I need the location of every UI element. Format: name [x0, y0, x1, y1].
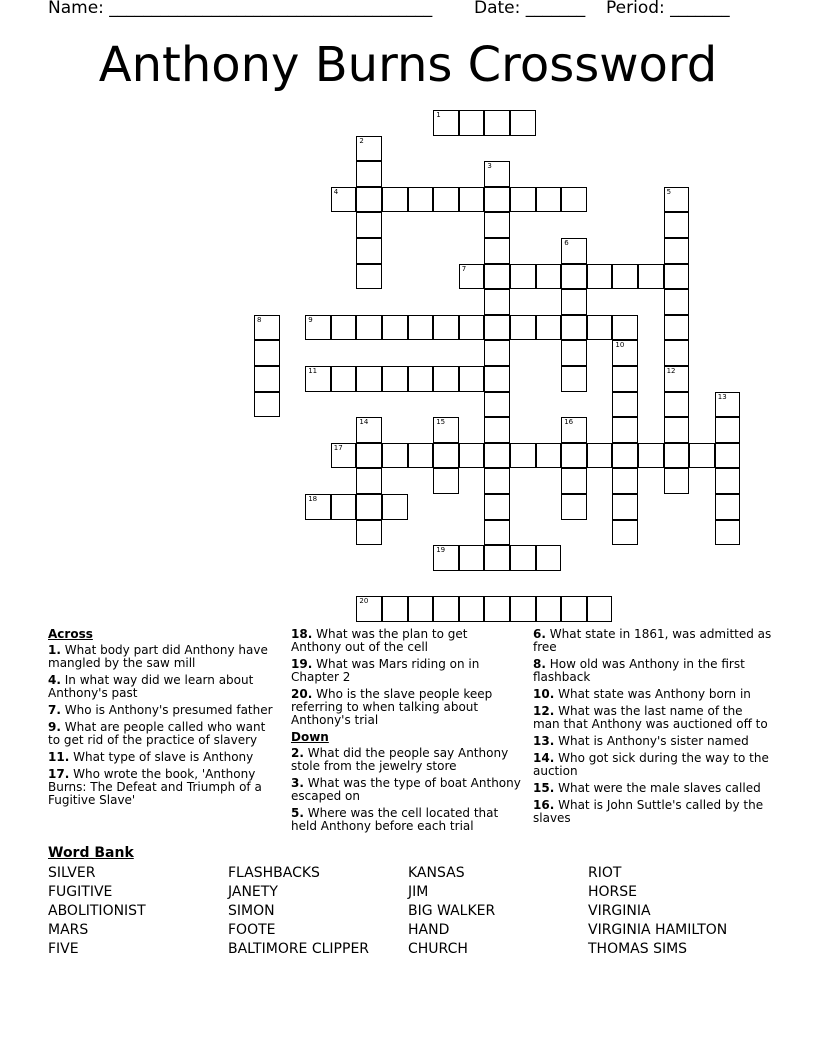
crossword-cell[interactable] [484, 340, 510, 366]
clue-down-8: 8. How old was Anthony in the first flashback [533, 657, 745, 684]
clues-column-1 [48, 628, 273, 811]
clue-number: 15 [436, 418, 446, 427]
crossword-cell[interactable] [612, 443, 638, 469]
crossword-cell[interactable] [484, 468, 510, 494]
crossword-cell[interactable] [356, 187, 382, 213]
clue-number: 2 [359, 136, 364, 145]
crossword-cell[interactable] [254, 315, 280, 341]
clue-across-17: 17. Who wrote the book, 'Anthony Burns: The Defeat and Triumph of a Fugitive Slave' [48, 767, 262, 807]
clue-number: 16 [564, 418, 574, 427]
crossword-cell[interactable] [484, 520, 510, 546]
word-bank-entry: VIRGINIA [588, 903, 651, 919]
crossword-cell[interactable] [715, 417, 741, 443]
crossword-cell[interactable] [484, 417, 510, 443]
crossword-cell[interactable] [510, 443, 536, 469]
crossword-cell[interactable] [356, 596, 382, 622]
crossword-cell[interactable] [715, 520, 741, 546]
crossword-cell[interactable] [331, 315, 357, 341]
crossword-cell[interactable] [561, 315, 587, 341]
crossword-cell[interactable] [356, 212, 382, 238]
word-bank-entry: FIVE [48, 941, 79, 957]
crossword-cell[interactable] [510, 110, 536, 136]
crossword-cell[interactable] [408, 443, 434, 469]
crossword-cell[interactable] [510, 545, 536, 571]
word-bank-entry: RIOT [588, 865, 622, 881]
clue-number: 8 [257, 315, 262, 324]
crossword-cell[interactable] [484, 238, 510, 264]
crossword-cell[interactable] [510, 264, 536, 290]
crossword-cell[interactable] [433, 315, 459, 341]
down-heading: Down [291, 730, 329, 744]
crossword-cell[interactable] [408, 187, 434, 213]
crossword-cell[interactable] [433, 596, 459, 622]
crossword-cell[interactable] [254, 392, 280, 418]
clue-down-12: 12. What was the last name of the man that Anthony was auctioned off to [533, 704, 768, 731]
crossword-cell[interactable] [715, 443, 741, 469]
crossword-cell[interactable] [612, 315, 638, 341]
crossword-cell[interactable] [587, 443, 613, 469]
crossword-cell[interactable] [356, 161, 382, 187]
word-bank-entry: HAND [408, 922, 450, 938]
word-bank-column-1 [48, 864, 146, 959]
crossword-cell[interactable] [612, 392, 638, 418]
crossword-cell[interactable] [484, 392, 510, 418]
crossword-cell[interactable] [536, 596, 562, 622]
crossword-cell[interactable] [408, 315, 434, 341]
crossword-cell[interactable] [510, 315, 536, 341]
crossword-cell[interactable] [356, 315, 382, 341]
crossword-cell[interactable] [254, 366, 280, 392]
crossword-cell[interactable] [612, 264, 638, 290]
crossword-cell[interactable] [459, 545, 485, 571]
clue-number: 1 [436, 111, 441, 119]
crossword-cell[interactable] [331, 187, 357, 213]
crossword-cell[interactable] [664, 264, 690, 290]
crossword-cell[interactable] [612, 366, 638, 392]
word-bank-entry: SIMON [228, 903, 275, 919]
word-bank-column-3 [408, 864, 495, 959]
clue-number: 12 [666, 367, 676, 375]
crossword-cell[interactable] [433, 468, 459, 494]
crossword-cell[interactable] [433, 366, 459, 392]
clue-down-6: 6. What state in 1861, was admitted as free [533, 627, 772, 654]
word-bank-entry: BIG WALKER [408, 903, 496, 919]
clue-across-20: 20. Who is the slave people keep referring to when talking about Anthony's trial [291, 687, 493, 727]
word-bank-entry: JANETY [228, 884, 278, 900]
period-field[interactable]: Period: _______ [606, 0, 730, 18]
crossword-cell[interactable] [382, 596, 408, 622]
crossword-cell[interactable] [484, 596, 510, 622]
word-bank-entry: FUGITIVE [48, 884, 113, 900]
crossword-cell[interactable] [664, 468, 690, 494]
crossword-cell[interactable] [561, 187, 587, 213]
crossword-cell[interactable] [382, 315, 408, 341]
crossword-cell[interactable] [408, 366, 434, 392]
crossword-cell[interactable] [561, 417, 587, 443]
crossword-cell[interactable] [664, 238, 690, 264]
word-bank-entry: CHURCH [408, 941, 468, 957]
crossword-cell[interactable] [382, 187, 408, 213]
crossword-cell[interactable] [536, 187, 562, 213]
clue-across-7: 7. Who is Anthony's presumed father [48, 703, 273, 717]
word-bank-entry: FOOTE [228, 922, 276, 938]
crossword-cell[interactable] [356, 520, 382, 546]
crossword-cell[interactable] [536, 264, 562, 290]
clue-down-2: 2. What did the people say Anthony stole from the jewelry store [291, 746, 509, 773]
crossword-cell[interactable] [331, 443, 357, 469]
clue-number: 10 [615, 341, 625, 350]
crossword-cell[interactable] [459, 596, 485, 622]
across-heading: Across [48, 627, 93, 641]
crossword-cell[interactable] [484, 366, 510, 392]
clue-number: 5 [666, 187, 672, 196]
clue-down-15: 15. What were the male slaves called [533, 781, 761, 795]
crossword-cell[interactable] [612, 520, 638, 546]
crossword-cell[interactable] [689, 443, 715, 469]
crossword-cell[interactable] [356, 494, 382, 520]
clue-across-11: 11. What type of slave is Anthony [48, 750, 254, 764]
crossword-cell[interactable] [638, 443, 664, 469]
crossword-cell[interactable] [664, 417, 690, 443]
crossword-cell[interactable] [459, 443, 485, 469]
crossword-cell[interactable] [484, 289, 510, 315]
crossword-cell[interactable] [664, 392, 690, 418]
clue-across-4: 4. In what way did we learn about Anthony's past [48, 673, 254, 700]
crossword-cell[interactable] [561, 264, 587, 290]
crossword-cell[interactable] [715, 468, 741, 494]
clue-number: 3 [487, 162, 492, 171]
crossword-cell[interactable] [484, 110, 510, 136]
word-bank-entry: BALTIMORE CLIPPER [228, 941, 370, 957]
clue-number: 17 [333, 443, 343, 452]
clue-down-13: 13. What is Anthony's sister named [533, 734, 749, 748]
crossword-cell[interactable] [382, 494, 408, 520]
crossword-cell[interactable] [664, 443, 690, 469]
crossword-cell[interactable] [587, 596, 613, 622]
crossword-cell[interactable] [305, 366, 331, 392]
crossword-cell[interactable] [484, 212, 510, 238]
word-bank-entry: MARS [48, 922, 89, 938]
crossword-cell[interactable] [433, 545, 459, 571]
crossword-cell[interactable] [356, 238, 382, 264]
clue-down-5: 5. Where was the cell located that held Anthony before each trial [291, 806, 499, 833]
word-bank-column-2 [228, 864, 369, 959]
crossword-cell[interactable] [356, 417, 382, 443]
crossword-cell[interactable] [561, 494, 587, 520]
word-bank-entry: THOMAS SIMS [588, 941, 688, 957]
crossword-cell[interactable] [433, 187, 459, 213]
crossword-cell[interactable] [536, 545, 562, 571]
crossword-cell[interactable] [664, 187, 690, 213]
crossword-cell[interactable] [587, 315, 613, 341]
crossword-cell[interactable] [484, 443, 510, 469]
crossword-cell[interactable] [612, 468, 638, 494]
crossword-cell[interactable] [484, 187, 510, 213]
crossword-cell[interactable] [664, 340, 690, 366]
clue-down-10: 10. What state was Anthony born in [533, 687, 751, 701]
clue-down-14: 14. Who got sick during the way to the auction [533, 751, 769, 778]
crossword-cell[interactable] [561, 596, 587, 622]
crossword-cell[interactable] [331, 494, 357, 520]
name-field[interactable]: Name: ______________________________________ [48, 0, 433, 18]
crossword-cell[interactable] [305, 494, 331, 520]
crossword-cell[interactable] [561, 468, 587, 494]
clue-down-3: 3. What was the type of boat Anthony escaped on [291, 776, 521, 803]
crossword-cell[interactable] [356, 366, 382, 392]
clues-column-2 [291, 628, 521, 837]
crossword-cell[interactable] [433, 110, 459, 136]
crossword-cell[interactable] [484, 264, 510, 290]
clue-across-19: 19. What was Mars riding on in Chapter 2 [291, 657, 480, 684]
crossword-cell[interactable] [459, 366, 485, 392]
word-bank-entry: VIRGINIA HAMILTON [588, 922, 728, 938]
crossword-cell[interactable] [356, 443, 382, 469]
crossword-cell[interactable] [484, 315, 510, 341]
crossword-cell[interactable] [715, 392, 741, 418]
word-bank-entry: HORSE [588, 884, 638, 900]
crossword-cell[interactable] [510, 187, 536, 213]
crossword-cell[interactable] [459, 315, 485, 341]
crossword-cell[interactable] [612, 340, 638, 366]
crossword-cell[interactable] [484, 494, 510, 520]
clue-number: 19 [436, 546, 446, 555]
clue-number: 14 [359, 418, 369, 427]
crossword-cell[interactable] [612, 417, 638, 443]
clue-across-9: 9. What are people called who want to get rid of the practice of slavery [48, 720, 266, 747]
crossword-cell[interactable] [536, 443, 562, 469]
crossword-cell[interactable] [561, 289, 587, 315]
crossword-cell[interactable] [433, 443, 459, 469]
clue-across-1: 1. What body part did Anthony have mangled by the saw mill [48, 643, 268, 670]
clue-down-16: 16. What is John Suttle's called by the slaves [533, 798, 764, 825]
crossword-cell[interactable] [459, 110, 485, 136]
crossword-cell[interactable] [484, 545, 510, 571]
clues-column-3 [533, 628, 773, 829]
word-bank-title: Word Bank [48, 845, 134, 861]
crossword-cell[interactable] [305, 315, 331, 341]
word-bank-entry: KANSAS [408, 865, 465, 881]
clue-number: 20 [359, 597, 369, 606]
clue-number: 11 [308, 367, 318, 375]
crossword-cell[interactable] [561, 340, 587, 366]
crossword-cell[interactable] [536, 315, 562, 341]
crossword-cell[interactable] [638, 264, 664, 290]
crossword-cell[interactable] [382, 443, 408, 469]
crossword-cell[interactable] [356, 468, 382, 494]
clue-across-18: 18. What was the plan to get Anthony out of the cell [291, 627, 468, 654]
crossword-cell[interactable] [459, 187, 485, 213]
clue-number: 6 [564, 239, 569, 247]
clue-number: 9 [308, 315, 313, 324]
crossword-cell[interactable] [459, 264, 485, 290]
crossword-cell[interactable] [510, 596, 536, 622]
clue-number: 13 [717, 392, 727, 401]
crossword-cell[interactable] [587, 264, 613, 290]
crossword-cell[interactable] [561, 443, 587, 469]
crossword-cell[interactable] [484, 161, 510, 187]
crossword-cell[interactable] [664, 212, 690, 238]
crossword-cell[interactable] [561, 238, 587, 264]
clue-number: 7 [461, 264, 467, 273]
page-title: Anthony Burns Crossword [98, 37, 718, 93]
crossword-cell[interactable] [561, 366, 587, 392]
crossword-cell[interactable] [356, 136, 382, 162]
crossword-cell[interactable] [715, 494, 741, 520]
crossword-cell[interactable] [331, 366, 357, 392]
clue-number: 18 [308, 495, 318, 503]
date-field[interactable]: Date: _______ [474, 0, 586, 18]
clue-number: 4 [333, 187, 339, 196]
crossword-cell[interactable] [356, 264, 382, 290]
crossword-cell[interactable] [664, 315, 690, 341]
crossword-cell[interactable] [254, 340, 280, 366]
crossword-cell[interactable] [382, 366, 408, 392]
crossword-cell[interactable] [408, 596, 434, 622]
word-bank-column-4 [588, 864, 727, 959]
word-bank-entry: JIM [408, 884, 429, 900]
crossword-cell[interactable] [433, 417, 459, 443]
word-bank-entry: ABOLITIONIST [48, 903, 146, 919]
word-bank-entry: SILVER [48, 865, 96, 881]
crossword-cell[interactable] [664, 289, 690, 315]
crossword-cell[interactable] [664, 366, 690, 392]
word-bank-entry: FLASHBACKS [228, 865, 320, 881]
crossword-cell[interactable] [612, 494, 638, 520]
